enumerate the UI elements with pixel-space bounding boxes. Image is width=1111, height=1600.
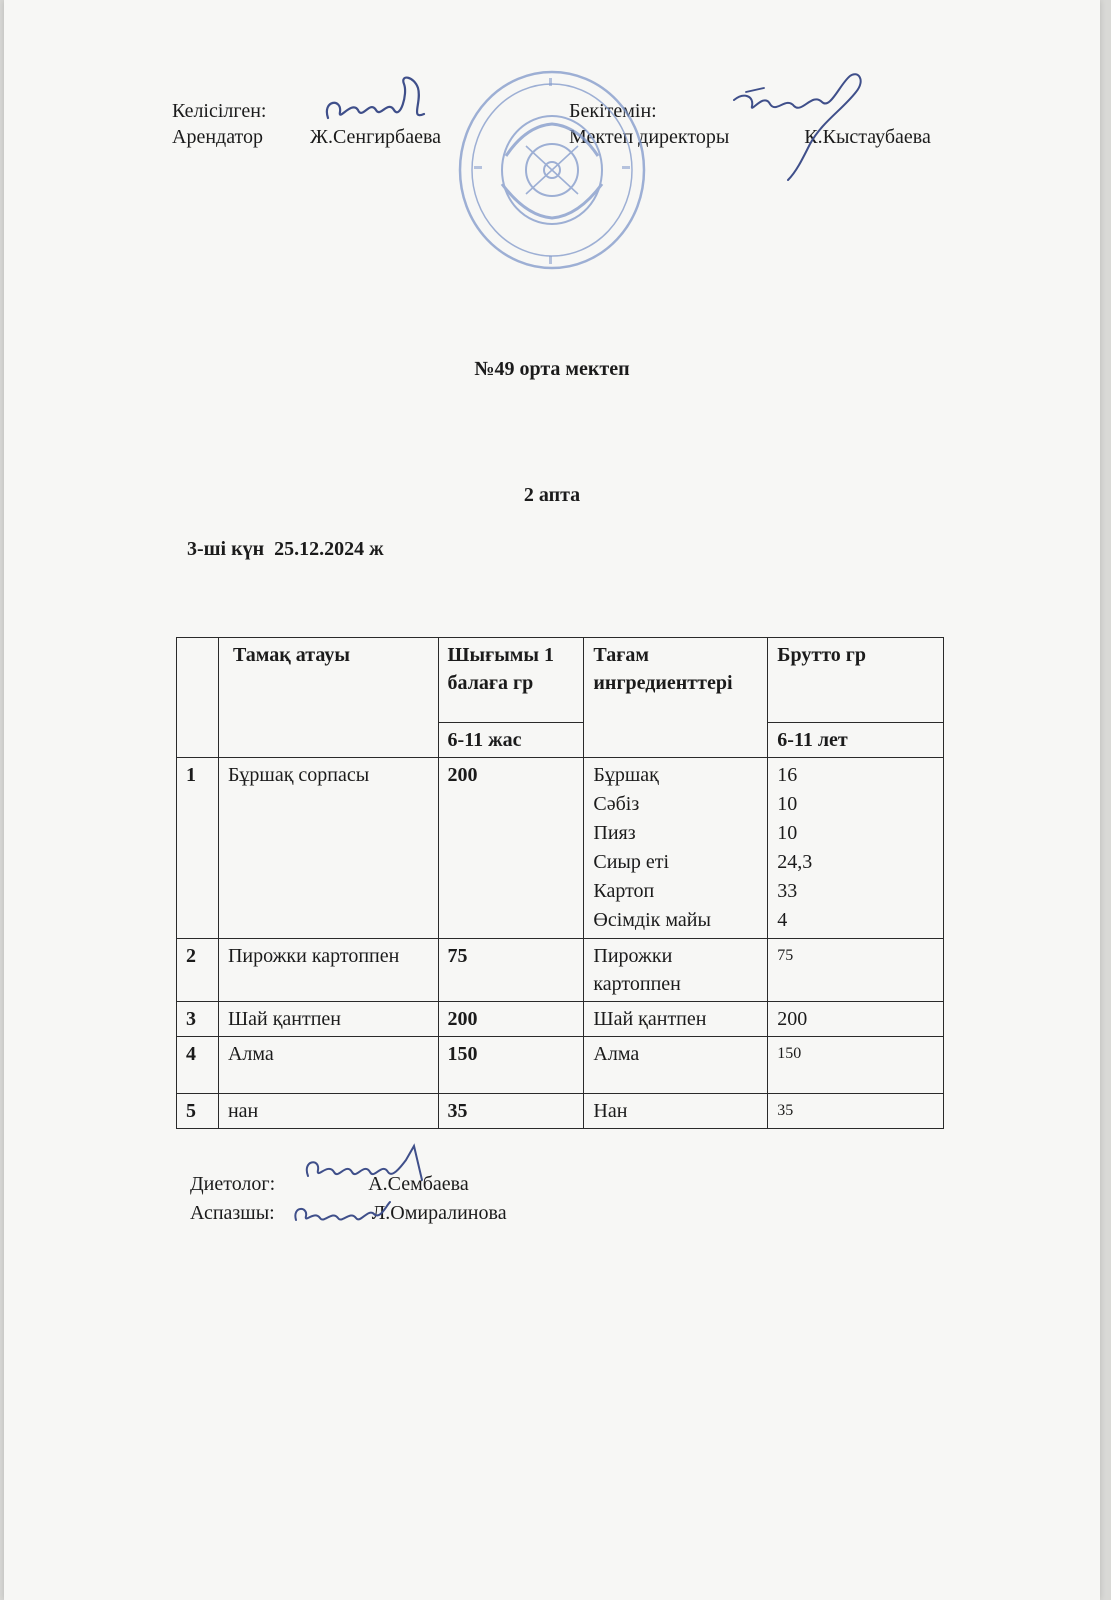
brutto-item: 4 — [777, 909, 788, 931]
header-dish: Тамақ атауы — [218, 638, 438, 758]
table-row — [177, 939, 944, 1002]
row-ingredients — [584, 758, 768, 939]
agreed-label: Келісілген: — [172, 100, 267, 122]
header-ingredients: Тағам ингредиенттері — [584, 638, 768, 758]
subheader-yield-age: 6-11 жас — [438, 723, 584, 758]
document-page — [4, 0, 1100, 1600]
row-brutto: 150 — [768, 1037, 944, 1094]
tenant-name: Ж.Сенгирбаева — [310, 126, 442, 148]
brutto-item: 10 — [777, 793, 798, 815]
row-dish: Бұршақ сорпасы — [218, 758, 438, 939]
row-brutto: 35 — [768, 1094, 944, 1129]
header-number — [177, 638, 219, 758]
header-brutto: Брутто гр — [768, 638, 944, 723]
ingredient-item: Картоп — [593, 880, 655, 902]
row-number: 1 — [177, 758, 219, 939]
cook-label: Аспазшы: — [190, 1202, 275, 1224]
row-number: 3 — [177, 1002, 219, 1037]
brutto-item: 16 — [777, 764, 798, 786]
row-brutto: 200 — [768, 1002, 944, 1037]
official-seal-icon — [456, 66, 656, 276]
brutto-item: 33 — [777, 880, 798, 902]
approved-label: Бекітемін: — [569, 100, 657, 122]
row-yield: 150 — [438, 1037, 584, 1094]
row-ingredients: Нан — [584, 1094, 768, 1129]
ingredient-item: Сәбіз — [593, 793, 640, 815]
row-yield: 200 — [438, 758, 584, 939]
row-yield: 75 — [438, 939, 584, 1002]
table-row — [177, 1002, 944, 1037]
table-row — [177, 758, 944, 939]
tenant-signature-icon — [322, 70, 432, 132]
ingredient-item: Сиыр еті — [593, 851, 670, 873]
dietitian-name: А.Сембаева — [368, 1173, 469, 1195]
row-dish: нан — [218, 1094, 438, 1129]
table-row — [177, 1094, 944, 1129]
director-role: Мектеп директоры — [569, 126, 730, 148]
row-yield: 200 — [438, 1002, 584, 1037]
ingredient-item: Бұршақ — [593, 764, 659, 786]
row-ingredients: Шай қантпен — [584, 1002, 768, 1037]
ingredient-item: Пияз — [593, 822, 636, 844]
table-header-row — [177, 638, 944, 723]
row-dish: Алма — [218, 1037, 438, 1094]
school-title: №49 орта мектеп — [474, 358, 630, 380]
row-number: 2 — [177, 939, 219, 1002]
cook-name: Л.Омиралинова — [371, 1202, 507, 1224]
day-date: 3-ші күн 25.12.2024 ж — [187, 538, 384, 560]
dietitian-signature-icon — [302, 1140, 434, 1188]
menu-table — [176, 637, 944, 1129]
row-dish: Шай қантпен — [218, 1002, 438, 1037]
tenant-role: Арендатор — [172, 126, 264, 148]
brutto-item: 10 — [777, 822, 798, 844]
ingredient-item: Өсімдік майы — [593, 909, 711, 931]
row-brutto — [768, 758, 944, 939]
director-signature-icon — [724, 62, 874, 187]
header-yield: Шығымы 1 балаға гр — [438, 638, 584, 723]
row-brutto: 75 — [768, 939, 944, 1002]
subheader-brutto-age: 6-11 лет — [768, 723, 944, 758]
row-dish: Пирожки картоппен — [218, 939, 438, 1002]
cook-signature-icon — [292, 1196, 392, 1230]
row-yield: 35 — [438, 1094, 584, 1129]
table-row — [177, 1037, 944, 1094]
brutto-item: 24,3 — [777, 851, 813, 873]
director-name: К.Кыстаубаева — [804, 126, 931, 148]
row-ingredients: Пирожки картоппен — [584, 939, 768, 1002]
row-ingredients: Алма — [584, 1037, 768, 1094]
row-number: 5 — [177, 1094, 219, 1129]
week-title: 2 апта — [523, 484, 581, 506]
dietitian-label: Диетолог: — [190, 1173, 276, 1195]
row-number: 4 — [177, 1037, 219, 1094]
